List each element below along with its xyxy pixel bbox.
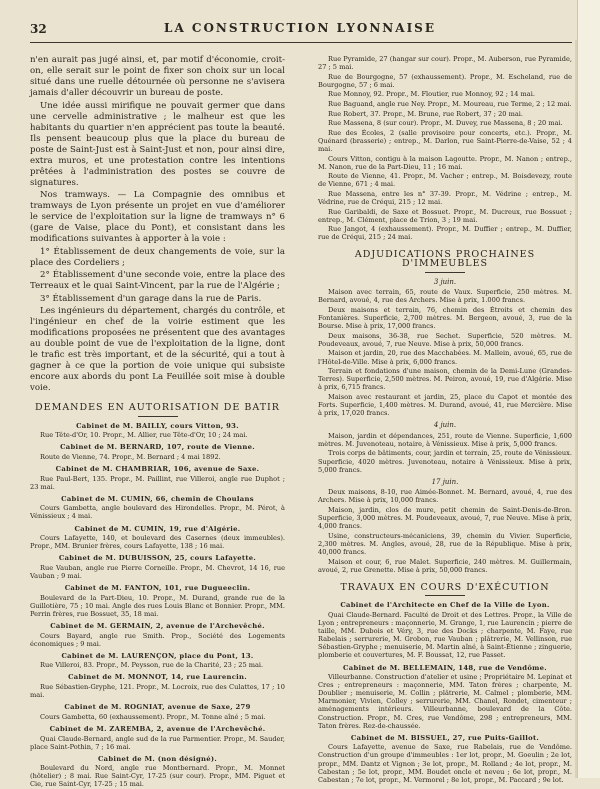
entry-body: Boulevard du Nord, angle rue Montbernard. Propr., M. Monnet (hôtelier) ; 8 mai. Rue Saint-Cyr, 17-25 (sur cour). Propr., MM. Piguet et Cie, rue Saint-Cyr, 17-25 ; 15 mai. xyxy=(30,764,285,789)
entry-heading: Cabinet de M. CUMIN, 19, rue d'Algérie. xyxy=(74,524,241,533)
intro-paragraph: Une idée aussi mirifique ne pouvait germer que dans une cervelle administrative ; le malheur est que les habitants du quartier n'en apprécient pas toute la beauté. Ils pensent beaucoup plus que la place du bureau de poste de Saint-Just est à Saint-Just et non, pour ainsi dire, extra muros, et une protestation contre les intentions prêtées à l'administration des postes se couvre de signatures. xyxy=(30,100,285,188)
page-number: 32 xyxy=(30,22,47,36)
entry-body: Rue Paul-Bert, 135. Propr., M. Paillint, rue Villeroi, angle rue Duphot ; 23 mai. xyxy=(30,474,285,491)
entry-body: Quai Claude-Bernard, angle sud de la rue Parmentier. Propr., M. Sauder, place Saint-Pothin, 7 ; 16 mai. xyxy=(30,734,285,751)
entry-heading: Cabinet de M. (non désigné). xyxy=(97,754,218,763)
header-rule xyxy=(30,42,572,43)
permit-entry: Rue Garibaldi, de Saxe et Bossuet. Propr., M. Ducreux, rue Bossuet ; entrep., M. Clément, place de Trion, 3 ; 19 mai. xyxy=(318,207,572,224)
entry-heading: Cabinet de M. BELLEMAIN, 148, rue de Vendôme. xyxy=(343,663,547,672)
permit-entry: Rue Robert, 37. Propr., M. Brune, rue Robert, 37 ; 20 mai. xyxy=(328,109,523,118)
entry-body: Rue Vauban, angle rue Pierre Corneille. Propr., M. Chevrot, 14 16, rue Vauban ; 9 mai. xyxy=(30,563,285,580)
adjudication-item: Maison, jardin et dépendances, 251, route de Vienne. Superficie, 1,600 mètres. M. Juvenoteau, notaire, à Vénissieux. Mise à prix, 5,000 francs. xyxy=(318,431,572,448)
left-column xyxy=(30,55,285,789)
adjudication-item: Deux maisons, 8-10, rue Aimée-Bonnet. M. Bernard, avoué, 4, rue des Archers. Mise à prix, 10,000 francs. xyxy=(318,488,572,505)
permit-entry: Rue de Bourgogne, 57 (exhaussement). Propr., M. Escheland, rue de Bourgogne, 57 ; 6 mai. xyxy=(318,72,572,89)
entry-body: Rue Tête-d'Or, 10. Propr., M. Allier, rue Tête-d'Or, 10 ; 24 mai. xyxy=(40,431,248,440)
section-title-demandes: DEMANDES EN AUTORISATION DE BATIR xyxy=(35,402,280,413)
page-edge xyxy=(577,0,600,778)
permit-entry: Rue Monnoy, 92. Propr., M. Floutier, rue Monnoy, 92 ; 14 mai. xyxy=(328,90,535,99)
entry-body: Route de Vienne, 74. Propr., M. Bernard ; 4 mai 1892. xyxy=(40,452,221,461)
entry-body: Rue Sébastien-Gryphe, 121. Propr., M. Locroix, rue des Culattes, 17 ; 10 mai. xyxy=(30,683,285,700)
adjudication-item: Maison et cour, 6, rue Malet. Superficie, 240 mètres. M. Guillermain, avoué, 2, rue Grenette. Mise à prix, 50,000 francs. xyxy=(318,557,572,574)
adjudication-item: Maison avec terrain, 65, route de Vaux. Superficie, 250 mètres. M. Bernard, avoué, 4, rue des Archers. Mise à prix, 1.000 francs. xyxy=(318,288,572,305)
permit-entry: Cours Vitton, contigu à la maison Lagoutte. Propr., M. Nanon ; entrep., M. Nanon, rue de la Part-Dieu, 11 ; 16 mai. xyxy=(318,154,572,171)
tramways-paragraph: Les ingénieurs du département, chargés du contrôle, et l'ingénieur en chef de la voirie estiment que les modifications proposées ne présentent que des avantages au double point de vue de l'exploitation de la ligne, dont le trafic est très important, et de la sécurité, qui a tout à gagner à ce que la portion de voie unique qui subsiste encore aux abords du pont La Feuillée soit mise à double voie. xyxy=(30,306,285,393)
tramways-item: 3° Établissement d'un garage dans la rue de Paris. xyxy=(40,293,262,304)
tramways-item: 2° Établissement d'une seconde voie, entre la place des Terreaux et le quai Saint-Vincent, par la rue de l'Algérie ; xyxy=(30,270,285,291)
entry-body: Boulevard de la Part-Dieu, 10. Propr., M. Durand, grande rue de la Guillotière, 75 ; 10 mai. Angle des rues Louis Blanc et Bonnier. Propr., MM. Perrin frères, rue Bossuet, 35, 18 mai. xyxy=(30,593,285,618)
entry-heading: Cabinet de M. BAILLY, cours Vitton, 93. xyxy=(76,421,239,430)
adjudication-date: 4 juin. xyxy=(433,421,457,430)
permit-entry: Rue Massena, entre les n° 37-39. Propr., M. Védrine ; entrep., M. Védrine, rue de Créqui, 215 ; 12 mai. xyxy=(318,189,572,206)
entry-heading: Cabinet de l'Architecte en Chef de la Ville de Lyon. xyxy=(340,601,550,610)
section-title-travaux: TRAVAUX EN COURS D'EXÉCUTION xyxy=(340,581,550,593)
adjudication-item: Deux maisons et terrain, 76, chemin des Étroits et chemin des Fontanières. Superficie, 2,700 mètres. M. Bergeon, avoué, 3, rue de la Bourse. Mise à prix, 17,000 francs. xyxy=(318,305,572,331)
permit-entry: Rue Jangot, 4 (exhaussement). Propr., M. Duffier ; entrep., M. Duffier, rue de Créqui, 215 ; 24 mai. xyxy=(318,225,572,242)
entry-body: Quai Claude-Bernard. Faculté de Droit et des Lettres. Propr., la Ville de Lyon ; entrepreneurs : maçonnerie, M. Grange, 1, rue Laurencin ; pierre de taille, MM. Dubois et Véry, 3, rue des Docks ; charpente, M. Faye, rue Rabelais ; serrurerie, M. Grobon, rue Vauban ; plâtrerie, M. Vellinson, rue Sébastien-Gryphe ; menuiserie, M. Martin aîné, à Saint-Étienne ; zinguerie, plomberie et couvertures, M. F. Boussat, 12, rue Passet. xyxy=(318,610,572,660)
entry-body: Cours Lafayette, 140, et boulevard des Casernes (deux immeubles). Propr., MM. Brunier frères, cours Lafayette, 138 ; 16 mai. xyxy=(30,534,285,551)
adjudication-item: Maison avec restaurant et jardin, 25, place du Capot et montée des Forts. Superficie, 1,400 mètres. M. Durand, avoué, 41, rue Mercière. Mise à prix, 17,020 francs. xyxy=(318,392,572,418)
adjudication-date: 17 juin. xyxy=(431,477,459,486)
adjudication-item: Deux maisons, 36-38, rue Sechet. Superficie, 520 mètres. M. Poudeveaux, avoué, 7, rue Neuve. Mise à prix, 50,000 francs. xyxy=(318,331,572,348)
entry-heading: Cabinet de M. LAURENÇON, place du Pont, 13. xyxy=(61,651,254,660)
right-column xyxy=(318,55,572,784)
entry-heading: Cabinet de M. MONNOT, 14, rue Laurencin. xyxy=(68,673,247,682)
intro-paragraph: n'en aurait pas jugé ainsi, et, par motif d'économie, croit-on, elle serait sur le point de fixer son choix sur un local situé dans une ruelle détournée où personne ne s'avisera jamais d'aller découvrir un bureau de poste. xyxy=(30,55,285,98)
section-title-adjudications: ADJUDICATIONS PROCHAINES D'IMMEUBLES xyxy=(354,249,536,270)
adjudication-item: Usine, constructeurs-mécaniciens, 39, chemin du Vivier. Superficie, 2,300 mètres. M. Angles, avoué, 28, rue de la République. Mise à prix, 40,000 francs. xyxy=(318,531,572,556)
tramways-paragraph: Nos tramways. — La Compagnie des omnibus et tramways de Lyon présente un projet en vue d'améliorer le service de l'exploitation sur la ligne de tramways n° 6 (gare de Vaise, place du Pont), et consistant dans les modifications suivantes à apporter à la voie : xyxy=(30,190,285,244)
entry-body: Cours Gambetta, 60 (exhaussement). Propr., M. Tonne aîné ; 5 mai. xyxy=(40,712,266,721)
entry-body: Cours Bayard, angle rue Smith. Prop., Société des Logements économiques ; 9 mai. xyxy=(30,631,285,648)
entry-heading: Cabinet de M. ROGNIAT, avenue de Saxe, 279 xyxy=(64,703,251,712)
entry-heading: Cabinet de M. FANTON, 101, rue Dugueeclin. xyxy=(64,584,251,593)
entry-heading: Cabinet de M. BERNARD, 107, route de Vienne. xyxy=(60,443,255,452)
adjudication-item: Maison et jardin, 20, rue des Macchabées. M. Mallein, avoué, 65, rue de l'Hôtel-de-Ville. Mise à prix, 6,000 francs. xyxy=(318,349,572,366)
entry-heading: Cabinet de M. DUBUISSON, 25, cours Lafayette. xyxy=(58,554,257,563)
tramways-item: 1° Établissement de deux changements de voie, sur la place des Cordeliers ; xyxy=(30,246,285,268)
adjudication-item: Terrain et fondations d'une maison, chemin de la Demi-Lune (Grandes-Terres). Superficie, 2,500 mètres. M. Peiron, avoué, 19, rue d'Algérie. Mise à prix, 6,715 francs. xyxy=(318,367,572,392)
permit-entry: Rue des Écoles, 2 (salle provisoire pour concerts, etc.). Propr., M. Quénard (brasserie) ; entrep., M. Darlon, rue Saint-Pierre-de-Vaise, 52 ; 4 mai. xyxy=(318,128,572,153)
adjudication-item: Maison, jardin, clos de mure, petit chemin de Saint-Denis-de-Bron. Superficie, 3,000 mètres. M. Poudeveaux, avoué, 7, rue Neuve. Mise à prix, 4,000 francs. xyxy=(318,506,572,531)
adjudication-date: 3 juin. xyxy=(433,277,457,286)
section-rule xyxy=(425,595,465,596)
permit-entry: Route de Vienne, 41. Propr., M. Vacher ; entrep., M. Boisdevezy, route de Vienne, 671 ; 4 mai. xyxy=(318,172,572,189)
permit-entry: Rue Baguand, angle rue Ney. Propr., M. Moureau, rue Terme, 2 ; 12 mai. xyxy=(328,99,572,108)
entry-body: Villeurbanne. Construction d'atelier et usine ; Propriétaire M. Lepinat et Cres ; entrepreneurs : maçonnerie, MM. Taton frères ; charpente, M. Doublier ; menuiserie, M. Collin ; plâtrerie, M. Calmel ; plomberie, MM. Marmonier, Vivien, Colley ; serrurerie, MM. Chanel, Rondet, cimenteur ; aménagements intérieurs. Villeurbanne, boulevard de la Côte. Construction. Propr., M. Cres, rue Vendôme, 298 ; entrepreneurs, MM. Taton frères. Rez-de-chaussée. xyxy=(318,673,572,730)
permit-entry: Rue Massena, 8 (sur cour). Propr., M. Duvey, rue Massena, 8 ; 20 mai. xyxy=(328,119,563,128)
section-rule xyxy=(138,416,178,417)
journal-title: LA CONSTRUCTION LYONNAISE xyxy=(164,21,436,35)
section-rule xyxy=(425,272,465,273)
entry-heading: Cabinet de M. BISSUEL, 27, rue Puits-Gaillot. xyxy=(350,733,540,742)
entry-body: Cours Gambetta, angle boulevard des Hirondelles. Propr., M. Pérot, à Vénissieux ; 4 mai. xyxy=(30,504,285,521)
entry-body: Cours Lafayette, avenue de Saxe, rue Rabelais, rue de Vendôme. Construction d'un groupe d'immeubles : 1er lot, propr., M. Goeulin ; 2e lot, propr., MM. Dantz et Vignon ; 3e lot, propr., M. Rolland ; 4e lot, propr., M. Cabestan ; 5e lot, propr., MM. Boudet oncle et neveu ; 6e lot, propr., M. Cabestan ; 7e lot, propr., M. Vermorel ; 8e lot, propr., M. Paccard ; 9e lot. xyxy=(318,743,572,784)
entry-heading: Cabinet de M. CUMIN, 66, chemin de Choulans xyxy=(61,494,254,503)
adjudication-item: Trois corps de bâtiments, cour, jardin et terrain, 25, route de Vénissieux. Superficie, 4020 mètres. Juvenoteau, notaire à Vénissieux. Mise à prix, 5,000 francs. xyxy=(318,449,572,474)
entry-heading: Cabinet de M. ZAREMBA, 2, avenue de l'Archevêché. xyxy=(49,724,266,733)
entry-heading: Cabinet de M. GERMAIN, 2, avenue de l'Archevêché. xyxy=(50,621,265,630)
entry-body: Rue Villeroi, 83. Propr., M. Peysson, rue de la Charité, 23 ; 25 mai. xyxy=(40,661,264,670)
entry-heading: Cabinet de M. CHAMBRIAR, 106, avenue de Saxe. xyxy=(55,464,260,473)
permit-entry: Rue Pyramide, 27 (hangar sur cour). Propr., M. Auberson, rue Pyramide, 27 ; 5 mai. xyxy=(318,55,572,72)
